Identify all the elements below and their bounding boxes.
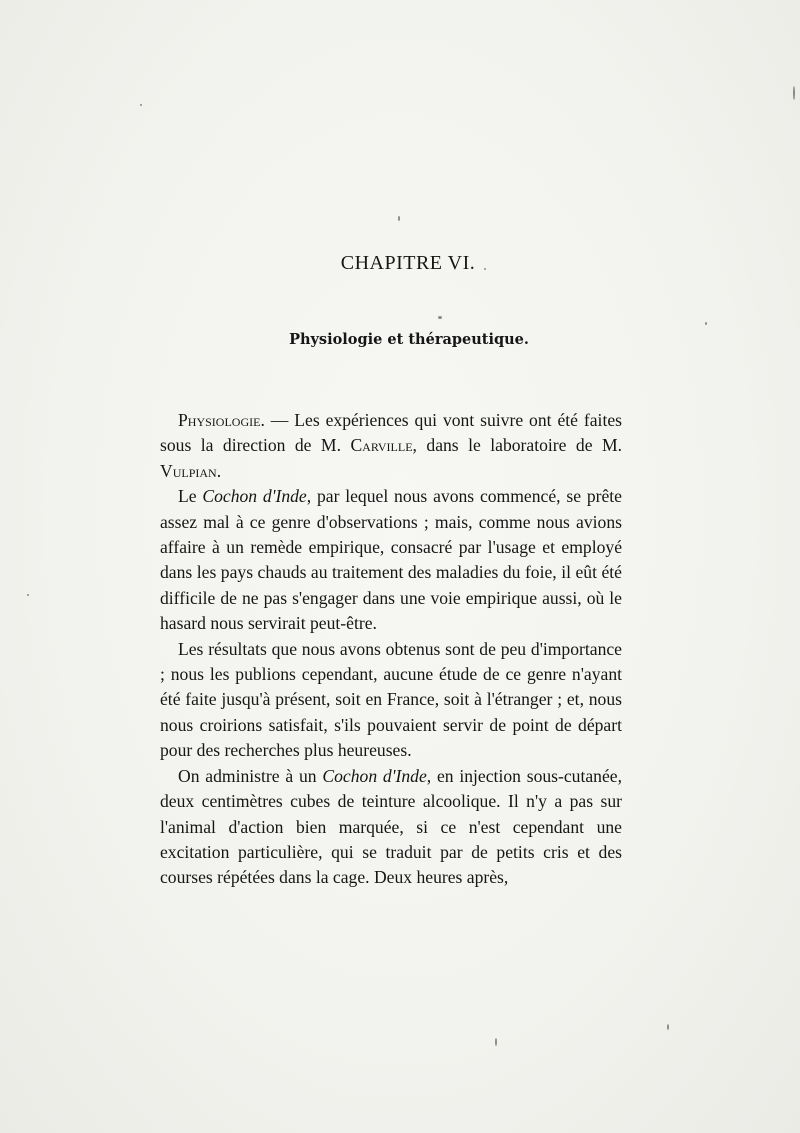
paragraph-4-text-2: , en injection sous-cutanée, deux centimètres cubes de teinture alcoolique. Il n'y a pas sur l'animal d'action bien marquée, si ce n'est cependant une excitation particulière, qui se traduit par de petits cris et des courses répétées dans la cage. Deux heures après, — [160, 765, 622, 888]
paragraph-2-italic: Cochon d'Inde — [202, 486, 307, 507]
paper-speck — [705, 322, 707, 325]
body-text — [160, 408, 622, 891]
name-carville: Carville — [350, 435, 413, 456]
paper-speck — [793, 86, 795, 100]
paper-speck — [27, 594, 29, 596]
paragraph-1-text-2: , dans le laboratoire de M. — [412, 435, 623, 456]
paper-speck — [398, 216, 400, 221]
paragraph-3: Les résultats que nous avons obtenus sont de peu d'importance ; nous les publions cependant, aucune étude de ce genre n'ayant été faite jusqu'à présent, soit en France, soit à l'étranger ; et, nous nous croirions satisfait, s'ils pouvaient servir de point de départ pour des recherches plus heureuses. — [160, 638, 622, 761]
section-heading: Physiologie et thérapeutique. — [289, 331, 529, 348]
paragraph-4-italic: Cochon d'Inde — [322, 765, 427, 786]
paragraph-1-text-3: . — [216, 460, 222, 481]
paper-speck — [438, 316, 442, 319]
chapter-title: CHAPITRE VI. — [340, 252, 476, 274]
paragraph-1 — [160, 408, 622, 484]
paper-speck — [140, 104, 142, 106]
paragraph-2-text-1: Le — [178, 486, 203, 507]
paragraph-2-text-2: , par lequel nous avons commencé, se prête assez mal à ce genre d'observations ; mais, comme nous avions affaire à un remède empirique, consacré par l'usage et employé dans les pays chauds au traitement des maladies du foie, il eût été difficile de ne pas s'engager dans une voie empirique aussi, où le hasard nous servirait peut-être. — [160, 486, 622, 634]
paragraph-1-lead-label: Physiologie. — [178, 410, 265, 430]
paper-speck — [495, 1038, 497, 1046]
paragraph-4-text-1: On administre à un — [178, 765, 323, 786]
paragraph-4 — [160, 764, 622, 891]
name-vulpian: Vulpian — [160, 460, 217, 481]
paper-speck — [484, 268, 486, 270]
paragraph-2 — [160, 484, 622, 636]
paper-speck — [667, 1024, 669, 1030]
paragraph-1-text-1: — Les expériences qui vont suivre ont été faites sous la direction de M. — [160, 410, 622, 456]
